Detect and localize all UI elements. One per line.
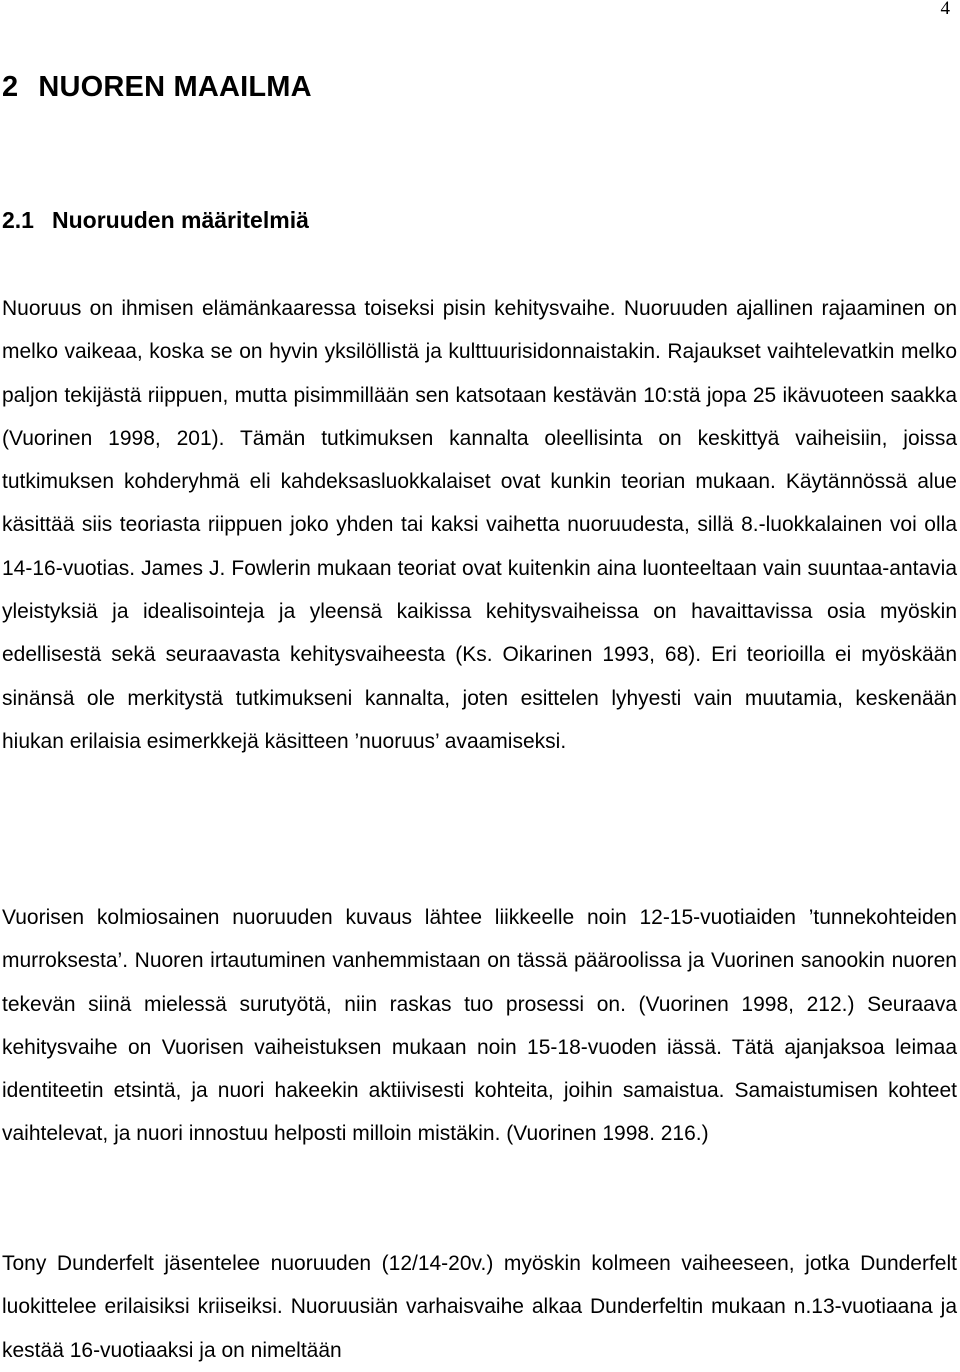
body-paragraph-2: Vuorisen kolmiosainen nuoruuden kuvaus lähtee liikkeelle noin 12-15-vuotiaiden ’tunnekohteiden murroksesta’. Nuoren irtautuminen vanhemmistaan on tässä pääroolissa ja Vuorinen sanookin nuoren tekevän siinä mielessä surutyötä, niin raskas tuo prosessi on. (Vuorinen 1998, 212.) Seuraava kehitysvaihe on Vuorisen vaiheistuksen mukaan noin 15-18-vuoden iässä. Tätä ajanjaksoa leimaa identiteetin etsintä, ja nuori hakeekin aktiivisesti kohteita, joihin samaistua. Samaistumisen kohteet vaihtelevat, ja nuori innostuu helposti milloin mistäkin. (Vuorinen 1998. 216.) bbox=[2, 906, 957, 1146]
chapter-heading bbox=[2, 71, 312, 104]
section-title: Nuoruuden määritelmiä bbox=[51, 207, 309, 233]
chapter-title: NUOREN MAAILMA bbox=[38, 71, 312, 103]
body-paragraph-1: Nuoruus on ihmisen elämänkaaressa toiseksi pisin kehitysvaihe. Nuoruuden ajallinen rajaaminen on melko vaikeaa, koska se on hyvin yksilöllistä ja kulttuurisidonnaistakin. Rajaukset vaihtelevatkin melko paljon tekijästä riippuen, mutta pisimmillään sen katsotaan kestävän 10:stä jopa 25 ikävuoteen saakka (Vuorinen 1998, 201). Tämän tutkimuksen kannalta oleellisinta on keskittyä vaiheisiin, joissa tutkimuksen kohderyhmä eli kahdeksasluokkalaiset ovat kunkin teorian mukaan. Käytännössä alue käsittää siis teoriasta riippuen joko yhden tai kaksi vaihetta nuoruudesta, sillä 8.-luokkalainen voi olla 14-16-vuotias. James J. Fowlerin mukaan teoriat ovat kuitenkin aina luonteeltaan vain suuntaa-antavia yleistyksiä ja idealisointeja ja yleensä kaikissa kehitysvaiheissa on havaittavissa osia myöskin edellisestä sekä seuraavasta kehitysvaiheesta (Ks. Oikarinen 1993, 68). Eri teorioilla ei myöskään sinänsä ole merkitystä tutkimukseni kannalta, joten esittelen lyhyesti vain muutamia, keskenään hiukan erilaisia esimerkkejä käsitteen ’nuoruus’ avaamiseksi. bbox=[2, 297, 957, 753]
section-number: 2.1 bbox=[2, 207, 34, 233]
body-paragraph-3: Tony Dunderfelt jäsentelee nuoruuden (12/14-20v.) myöskin kolmeen vaiheeseen, jotka Dunderfelt luokittelee erilaisiksi kriiseiksi. Nuoruusiän varhaisvaihe alkaa Dunderfeltin mukaan n.13-vuotiaana ja kestää 16-vuotiaaksi ja on nimeltään bbox=[2, 1252, 957, 1362]
chapter-number: 2 bbox=[2, 71, 19, 103]
section-heading bbox=[2, 207, 309, 234]
page-number: 4 bbox=[940, 0, 950, 19]
